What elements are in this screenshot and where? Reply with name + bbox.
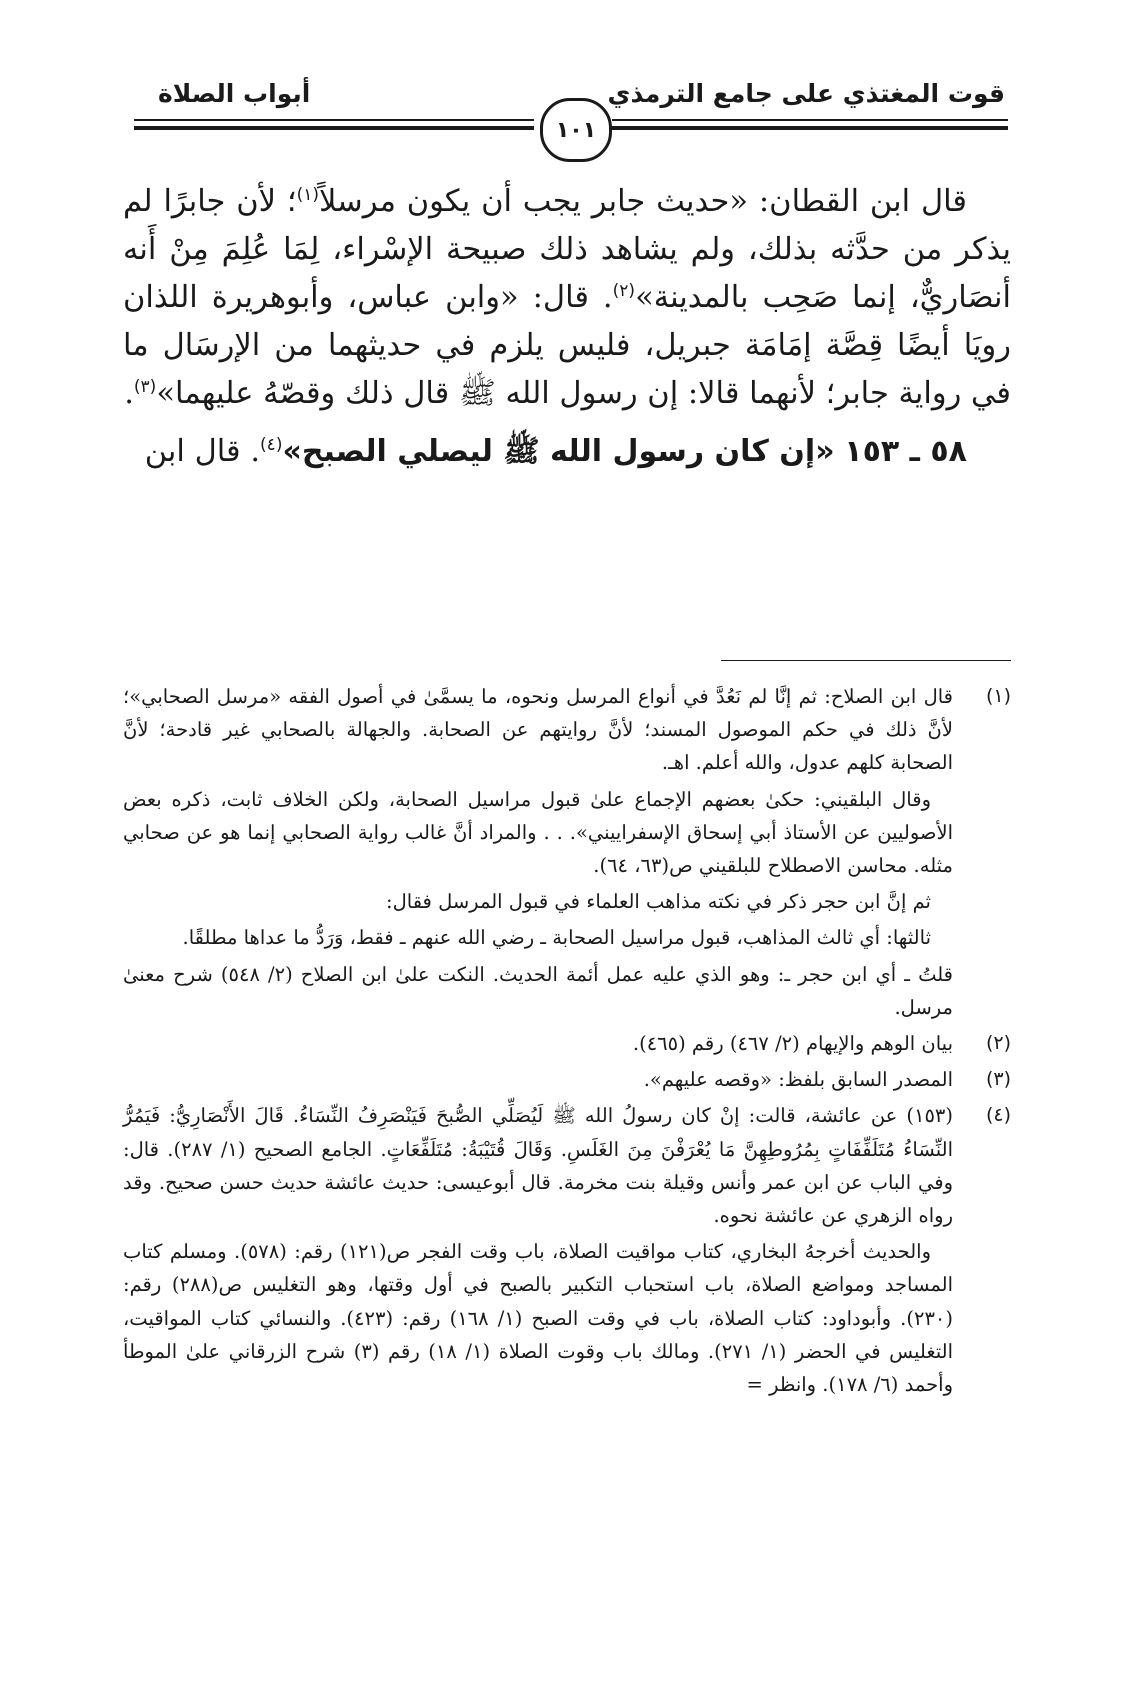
page-number-badge: [540, 98, 612, 162]
footnote-ref: (٢): [612, 280, 636, 301]
footnote-paragraph: قال ابن الصلاح: ثم إنَّا لم نَعُدَّ في أنواع المرسل ونحوه، ما يسمَّىٰ في أصول الفقه «مرسل الصحابي»؛ لأنَّ ذلك في حكم الموصول المسند؛ لأنَّ روايتهم عن الصحابة. والجهالة بالصحابي غير قادحة؛ لأنَّ الصحابة كلهم عدول، والله أعلم. اهـ.: [123, 685, 953, 775]
footnote-ref: (١): [296, 184, 319, 205]
text-run: . قال: «وابن عباس، وأبوهريرة اللذان رويَا أيضًا قِصَّة إمَامَة جبريل، فليس يلزم في حديثهما من الإرسَال ما في رواية جابر؛ لأنهما قالا: إن رسول الله ﷺ قال ذلك وقصّهُ عليهما»: [123, 280, 1011, 411]
footnote-number: (٤): [985, 1104, 1011, 1127]
footnote-ref: (٤): [260, 434, 283, 455]
footnote-paragraph: والحديث أخرجهُ البخاري، كتاب مواقيت الصلاة، باب وقت الفجر ص(١٢١) رقم: (٥٧٨). ومسلم كتاب المساجد ومواضع الصلاة، باب استحباب التكبير بالصبح في أول وقتها، وهو التغليس ص(٢٨٨) رقم: (٢٣٠). وأبوداود: كتاب الصلاة، باب في وقت الصبح (١/ ١٦٨) رقم: (٤٢٣). والنسائي كتاب المواقيت، التغليس في الحضر (١/ ٢٧١). ومالك باب وقوت الصلاة (١/ ١٨) رقم (٣) شرح الزرقاني علىٰ الموطأ وأحمد (٦/ ١٧٨). وانظر =: [123, 1240, 954, 1397]
header-rule-left-top: [134, 119, 534, 121]
footnote-number: (١): [985, 685, 1011, 707]
header-rule-left-bottom: [134, 126, 534, 130]
main-text: [123, 178, 1011, 476]
footnote-2: [123, 1027, 1011, 1060]
footnote-ref: (٣): [133, 376, 157, 397]
footnote-paragraph: (١٥٣) عن عائشة، قالت: إنْ كان رسولُ الله ﷺ لَيُصَلِّي الصُّبحَ فَيَنْصَرِفُ النِّسَاءُ. قَالَ الأَنْصَارِيُّ: فَيَمُرُّ النِّسَاءُ مُتَلَفِّفَاتٍ بِمُرُوطِهِنَّ مَا يُعْرَفْنَ مِنَ الغَلَسِ. وَقَالَ قُتَيْبَةُ: مُتَلَفِّعَاتٍ. الجامع الصحيح (١/ ٢٨٧). قال: وفي الباب عن ابن عمر وأنس وقيلة بنت مخرمة. قال أبوعيسى: حديث عائشة حديث حسن صحيح. وقد رواه الزهري عن عائشة نحوه.: [123, 1104, 953, 1228]
footnote-1: [123, 680, 1011, 1024]
text-run: قال ابن القطان: «حديث جابر يجب أن يكون مرسلاً: [318, 184, 967, 219]
header-rule-right-top: [612, 119, 1008, 121]
entry-number: ٥٨ ـ ١٥٣: [844, 434, 967, 469]
footnote-paragraph: وقال البلقيني: حكىٰ بعضهم الإجماع علىٰ قبول مراسيل الصحابة، ولكن الخلاف ثابت، ذكره بعض الأصوليين عن الأستاذ أبي إسحاق الإسفراييني». . . والمراد أنَّ غالب رواية الصحابي إنما هو عن صحابي مثله. محاسن الاصطلاح للبلقيني ص(٦٣، ٦٤).: [123, 787, 953, 878]
footnote-4: [123, 1099, 1011, 1401]
footnote-paragraph: ثم إنَّ ابن حجر ذكر في نكته مذاهب العلماء في قبول المرسل فقال:: [386, 890, 931, 914]
footnote-number: (٢): [985, 1032, 1011, 1055]
text-run: .: [124, 376, 134, 411]
text-run: . قال ابن: [144, 434, 261, 469]
footnote-paragraph: المصدر السابق بلفظ: «وقصه عليهم».: [643, 1068, 953, 1092]
footnote-paragraph: ثالثها: أي ثالث المذاهب، قبول مراسيل الصحابة ـ رضي الله عنهم ـ فقط، وَرَدُّ ما عداها مطلقًا.: [182, 926, 931, 950]
text-run: ؛ لأن جابرًا لم يذكر من حدَّثه بذلك، ولم يشاهد ذلك صبيحة الإسْراء، لِمَا عُلِمَ مِنْ أَنه أنصَاريٌّ، إنما صَحِب بالمدينة»: [123, 184, 1011, 315]
footnote-number: (٣): [985, 1068, 1011, 1091]
entry-quote: «إن كان رسول الله ﷺ ليصلي الصبح»: [282, 434, 835, 469]
footnotes: [123, 680, 1011, 1404]
footnote-3: [123, 1063, 1011, 1096]
footnote-separator: [721, 660, 1011, 661]
book-title-header: قوت المغتذي على جامع الترمذي: [607, 79, 1005, 108]
hadith-entry: [123, 428, 1011, 476]
footnote-paragraph: قلتُ ـ أي ابن حجر ـ: وهو الذي عليه عمل أئمة الحديث. النكت علىٰ ابن الصلاح (٢/ ٥٤٨) شرح معنىٰ مرسل.: [123, 962, 953, 1019]
header-rule-right-bottom: [612, 126, 1008, 130]
footnote-paragraph: بيان الوهم والإيهام (٢/ ٤٦٧) رقم (٤٦٥).: [632, 1032, 953, 1056]
chapter-title-header: أبواب الصلاة: [158, 79, 311, 108]
main-paragraph: [123, 178, 1011, 418]
page-number: ١٠١: [555, 117, 597, 143]
